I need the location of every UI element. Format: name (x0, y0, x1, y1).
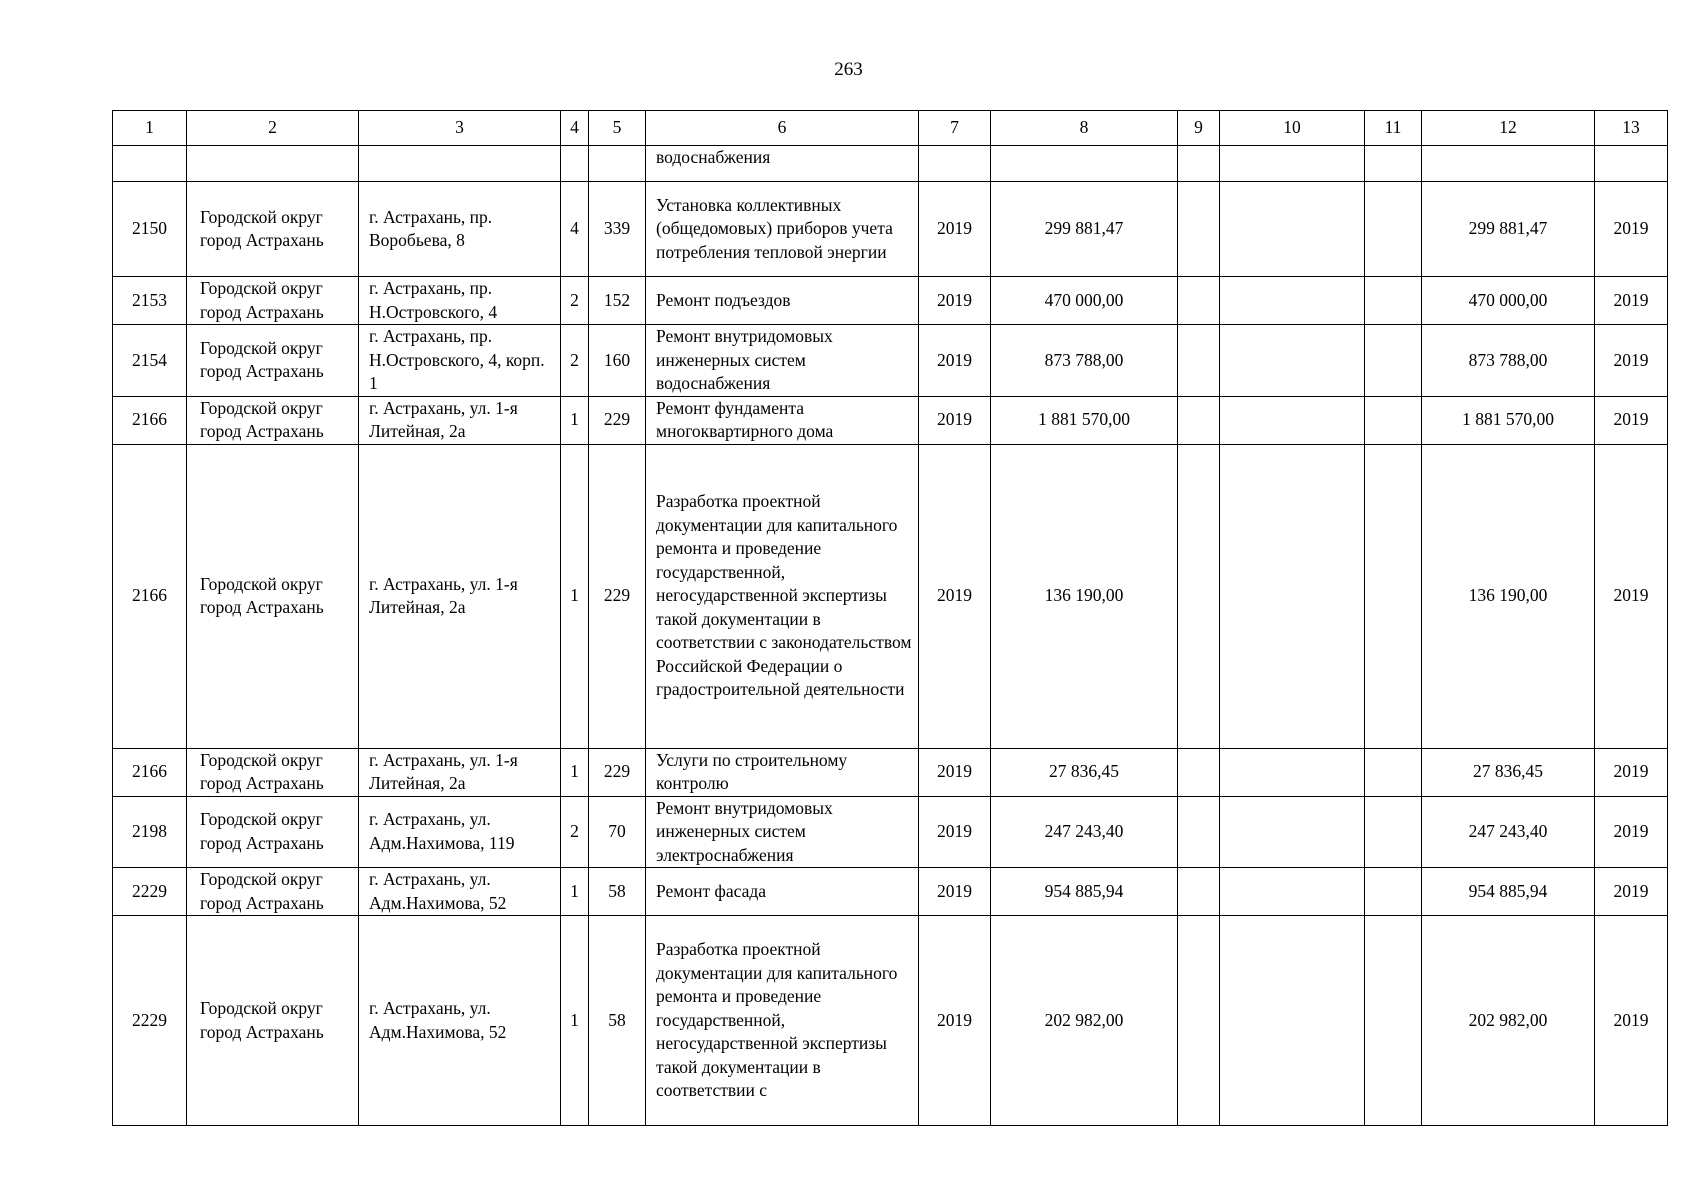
cell-address: г. Астрахань, пр. Воробьева, 8 (359, 182, 561, 277)
cell-col4 (561, 146, 589, 182)
cell-col12: 873 788,00 (1422, 325, 1595, 397)
cell-year: 2019 (919, 916, 991, 1126)
column-number-5: 5 (589, 111, 646, 146)
cell-col10 (1220, 325, 1365, 397)
cell-municipality: Городской округ город Астрахань (187, 325, 359, 397)
cell-municipality: Городской округ город Астрахань (187, 868, 359, 916)
cell-cost: 1 881 570,00 (991, 396, 1178, 444)
table-row (113, 182, 1668, 277)
cell-col12: 202 982,00 (1422, 916, 1595, 1126)
cell-col10 (1220, 277, 1365, 325)
cell-municipality: Городской округ город Астрахань (187, 444, 359, 748)
column-number-4: 4 (561, 111, 589, 146)
table-row (113, 396, 1668, 444)
cell-col5: 152 (589, 277, 646, 325)
cell-municipality: Городской округ город Астрахань (187, 916, 359, 1126)
cell-year: 2019 (919, 748, 991, 796)
cell-col10 (1220, 182, 1365, 277)
cell-col10 (1220, 444, 1365, 748)
cell-col13: 2019 (1595, 796, 1668, 868)
cell-work-type: Разработка проектной документации для капитального ремонта и проведение государственной, негосударственной экспертизы такой документации в соответствии с (646, 916, 919, 1126)
cell-object-id: 2153 (113, 277, 187, 325)
column-number-10: 10 (1220, 111, 1365, 146)
cell-col12: 136 190,00 (1422, 444, 1595, 748)
cell-col4: 2 (561, 796, 589, 868)
cell-col9 (1178, 325, 1220, 397)
cell-col10 (1220, 916, 1365, 1126)
cell-col4: 1 (561, 868, 589, 916)
cell-col12: 954 885,94 (1422, 868, 1595, 916)
cell-address (359, 146, 561, 182)
column-number-2: 2 (187, 111, 359, 146)
cell-cost: 299 881,47 (991, 182, 1178, 277)
table-row (113, 796, 1668, 868)
cell-year: 2019 (919, 396, 991, 444)
cell-object-id: 2166 (113, 748, 187, 796)
table-row (113, 916, 1668, 1126)
cell-col12: 299 881,47 (1422, 182, 1595, 277)
cell-col9 (1178, 868, 1220, 916)
column-number-7: 7 (919, 111, 991, 146)
cell-col9 (1178, 277, 1220, 325)
cell-municipality: Городской округ город Астрахань (187, 182, 359, 277)
cell-col5 (589, 146, 646, 182)
column-number-6: 6 (646, 111, 919, 146)
cell-object-id (113, 146, 187, 182)
cell-address: г. Астрахань, пр. Н.Островского, 4, корп. 1 (359, 325, 561, 397)
cell-col5: 58 (589, 868, 646, 916)
cell-col12: 1 881 570,00 (1422, 396, 1595, 444)
cell-year: 2019 (919, 868, 991, 916)
cell-col10 (1220, 146, 1365, 182)
cell-col13: 2019 (1595, 748, 1668, 796)
cell-year (919, 146, 991, 182)
column-number-11: 11 (1365, 111, 1422, 146)
cell-municipality: Городской округ город Астрахань (187, 796, 359, 868)
cell-work-type: Установка коллективных (общедомовых) приборов учета потребления тепловой энергии (646, 182, 919, 277)
cell-col11 (1365, 146, 1422, 182)
cell-address: г. Астрахань, ул. Адм.Нахимова, 52 (359, 868, 561, 916)
column-number-13: 13 (1595, 111, 1668, 146)
cell-cost: 27 836,45 (991, 748, 1178, 796)
cell-address: г. Астрахань, ул. Адм.Нахимова, 52 (359, 916, 561, 1126)
cell-col9 (1178, 916, 1220, 1126)
cell-year: 2019 (919, 444, 991, 748)
column-number-3: 3 (359, 111, 561, 146)
table-row (113, 146, 1668, 182)
cell-cost: 247 243,40 (991, 796, 1178, 868)
cell-col5: 229 (589, 396, 646, 444)
table-row (113, 325, 1668, 397)
cell-col9 (1178, 748, 1220, 796)
cell-work-type: Ремонт подъездов (646, 277, 919, 325)
cell-year: 2019 (919, 796, 991, 868)
cell-col11 (1365, 396, 1422, 444)
cell-work-type: Ремонт фасада (646, 868, 919, 916)
cell-col13: 2019 (1595, 277, 1668, 325)
cell-work-type: Ремонт фундамента многоквартирного дома (646, 396, 919, 444)
cell-col5: 229 (589, 444, 646, 748)
cell-col10 (1220, 748, 1365, 796)
cell-cost (991, 146, 1178, 182)
cell-work-type: Ремонт внутридомовых инженерных систем электроснабжения (646, 796, 919, 868)
cell-col11 (1365, 868, 1422, 916)
cell-object-id: 2229 (113, 868, 187, 916)
cell-col12: 470 000,00 (1422, 277, 1595, 325)
capital-repair-table (112, 110, 1668, 1126)
cell-col13: 2019 (1595, 444, 1668, 748)
cell-work-type: Ремонт внутридомовых инженерных систем водоснабжения (646, 325, 919, 397)
cell-col12: 27 836,45 (1422, 748, 1595, 796)
cell-col11 (1365, 277, 1422, 325)
table-row (113, 444, 1668, 748)
cell-work-type: Услуги по строительному контролю (646, 748, 919, 796)
cell-col4: 2 (561, 277, 589, 325)
column-number-8: 8 (991, 111, 1178, 146)
cell-address: г. Астрахань, пр. Н.Островского, 4 (359, 277, 561, 325)
cell-municipality: Городской округ город Астрахань (187, 396, 359, 444)
cell-col11 (1365, 325, 1422, 397)
cell-object-id: 2166 (113, 396, 187, 444)
cell-object-id: 2166 (113, 444, 187, 748)
cell-cost: 470 000,00 (991, 277, 1178, 325)
cell-cost: 873 788,00 (991, 325, 1178, 397)
cell-municipality (187, 146, 359, 182)
cell-object-id: 2150 (113, 182, 187, 277)
cell-cost: 954 885,94 (991, 868, 1178, 916)
column-number-9: 9 (1178, 111, 1220, 146)
cell-col5: 70 (589, 796, 646, 868)
cell-col4: 2 (561, 325, 589, 397)
cell-col5: 339 (589, 182, 646, 277)
table-body (113, 111, 1668, 1126)
cell-col9 (1178, 796, 1220, 868)
cell-col4: 1 (561, 748, 589, 796)
cell-col9 (1178, 396, 1220, 444)
cell-object-id: 2198 (113, 796, 187, 868)
cell-work-type: водоснабжения (646, 146, 919, 182)
cell-address: г. Астрахань, ул. 1-я Литейная, 2а (359, 396, 561, 444)
cell-address: г. Астрахань, ул. Адм.Нахимова, 119 (359, 796, 561, 868)
cell-col12: 247 243,40 (1422, 796, 1595, 868)
cell-col13 (1595, 146, 1668, 182)
column-number-12: 12 (1422, 111, 1595, 146)
table-row (113, 868, 1668, 916)
cell-work-type: Разработка проектной документации для капитального ремонта и проведение государственной, негосударственной экспертизы такой документации в соответствии с законодательством Российской Федерации о градостроительной деятельности (646, 444, 919, 748)
table-row (113, 748, 1668, 796)
cell-year: 2019 (919, 325, 991, 397)
cell-col11 (1365, 748, 1422, 796)
cell-col10 (1220, 796, 1365, 868)
cell-municipality: Городской округ город Астрахань (187, 748, 359, 796)
cell-col9 (1178, 182, 1220, 277)
cell-col13: 2019 (1595, 916, 1668, 1126)
cell-col9 (1178, 444, 1220, 748)
cell-col11 (1365, 182, 1422, 277)
cell-cost: 202 982,00 (991, 916, 1178, 1126)
cell-col4: 4 (561, 182, 589, 277)
cell-col13: 2019 (1595, 868, 1668, 916)
table-header-row (113, 111, 1668, 146)
cell-col9 (1178, 146, 1220, 182)
cell-col5: 160 (589, 325, 646, 397)
cell-year: 2019 (919, 182, 991, 277)
page-number: 263 (834, 59, 863, 80)
cell-object-id: 2154 (113, 325, 187, 397)
table-row (113, 277, 1668, 325)
cell-col13: 2019 (1595, 325, 1668, 397)
cell-address: г. Астрахань, ул. 1-я Литейная, 2а (359, 444, 561, 748)
cell-col4: 1 (561, 396, 589, 444)
cell-col12 (1422, 146, 1595, 182)
cell-col4: 1 (561, 444, 589, 748)
cell-col11 (1365, 796, 1422, 868)
cell-col5: 58 (589, 916, 646, 1126)
cell-col11 (1365, 444, 1422, 748)
cell-col13: 2019 (1595, 396, 1668, 444)
cell-col10 (1220, 868, 1365, 916)
cell-object-id: 2229 (113, 916, 187, 1126)
cell-municipality: Городской округ город Астрахань (187, 277, 359, 325)
cell-address: г. Астрахань, ул. 1-я Литейная, 2а (359, 748, 561, 796)
cell-col5: 229 (589, 748, 646, 796)
cell-cost: 136 190,00 (991, 444, 1178, 748)
cell-year: 2019 (919, 277, 991, 325)
column-number-1: 1 (113, 111, 187, 146)
cell-col10 (1220, 396, 1365, 444)
cell-col4: 1 (561, 916, 589, 1126)
cell-col11 (1365, 916, 1422, 1126)
cell-col13: 2019 (1595, 182, 1668, 277)
